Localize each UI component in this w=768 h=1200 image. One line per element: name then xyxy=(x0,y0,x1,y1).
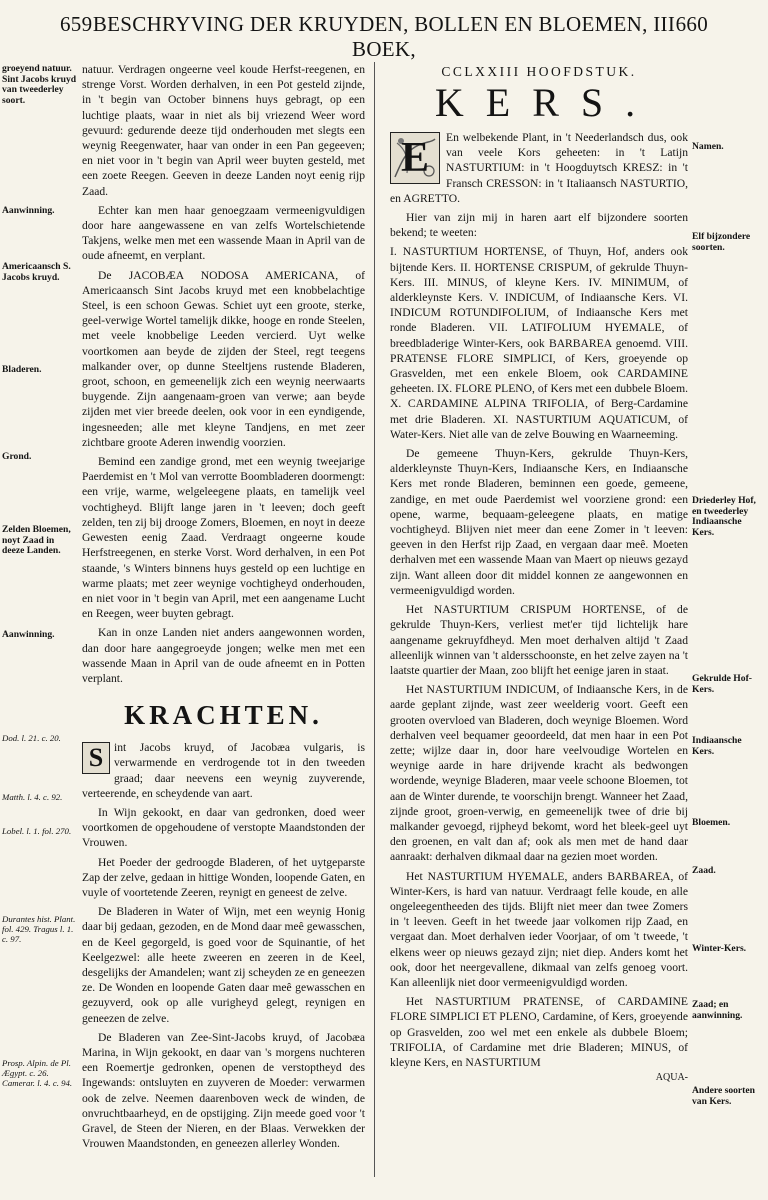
drop-cap-letter: E xyxy=(400,135,429,181)
chapter-title: KERS. xyxy=(434,80,658,125)
margin-note-durantes: Durantes hist. Plant. fol. 429. Tragus l. 1. c. 97. xyxy=(2,914,76,944)
paragraph: Echter kan men haar genoegzaam vermeenigvuldigen door hare aangewassene en van zelfs Wortelschietende Takjens, welke men met een wassende Maan in April van de oude afneemt, en verplant. xyxy=(82,203,365,263)
paragraph: Het NASTURTIUM HYEMALE, anders BARBAREA, of Winter-Kers, is hard van natuur. Verdraagt felle koude, en alle ongeleegentheeden des tijds. Blijft niet meer dan twee Zomers in 't leeven. Geeft in het tweede jaar volkomen rijp Zaad, en vergaat dan. Moet derhalven ieder Voorjaar, of om 't tweede, 't elkens weer op nieuws gezayd zijn; niet diep. Anders komt het ook, door het neergevallene, dikmaal van zelfs genoeg voort. Kan alleenlijk niet door vermeenigvuldigd worden. xyxy=(390,869,688,989)
paragraph: Bemind een zandige grond, met een weynig tweejarige Paerdemist en 't Mol van verrotte Boombladeren doormengt: een vrije, warme, welgeleegene plaats, en tamelijk veel vochtigheyd. Blijft lange jaren in 't leeven; doch geeft zelden, ten zij bij drooge Zomers, Bloemen, en noyt in deeze Gewesten eenig Zaad. Verdraagt ongeerne koude Herfstreegenen, en sterke Vorst. Word derhalven, in een Pot staande, 's Winters binnens huys gesteld op een luchtige en warme plaats; met zeer weynige vochtigheyd onderhouden, en niet voor in 't begin van April, met een aangename Lucht en Reegen, weer buyten gebragt. xyxy=(82,455,365,621)
page-number-left: 659 xyxy=(60,12,93,36)
paragraph: En welbekende Plant, in 't Neederlandsch dus, ook van veele Kors geheeten: in 't Latijn NASTURTIUM: in 't Hoogduytsch KRESZ: in 't Fransch CRESSON: in 't Italiaansch NASTURTIO, en AGRETTO. xyxy=(390,131,688,205)
paragraph: De Bladeren van Zee-Sint-Jacobs kruyd, of Jacobæa Marina, in Wijn gekookt, en daar van 's morgens nuchteren een Roemertje gedronken, openen de verstoptheyd des Ingewands: ontsluyten en zuyveren de Moeder: verwarmen ook de zelve. Neemen daarenboven weck de winden, de onvruchtbaarheyd, en de opstijging. Zijn meede goed voor 't Gravel, de Steen der Nieren, en der Blaas. Verwekken der Vrouwen Maandstonden, en geneezen allerley Wonden. xyxy=(82,1030,365,1151)
margin-note-alpinus: Prosp. Alpin. de Pl. Ægypt. c. 26. Camerar. l. 4. c. 94. xyxy=(2,1058,73,1088)
section-heading-krachten: KRACHTEN. xyxy=(124,700,323,731)
left-column xyxy=(82,62,365,1155)
paragraph: I. NASTURTIUM HORTENSE, of Thuyn, Hof, anders ook bijtende Kers. II. HORTENSE CRISPUM, of gekrulde Thuyn-Kers. III. MINUS, of kleyne Kers. IV. MINIMUM, of alderkleynste Kers. V. INDICUM, of Indiaansche Kers. VI. INDICUM ROTUNDIFOLIUM, of Indiaansche Kers met ronde Bladeren. VII. LATIFOLIUM HYEMALE, of breedbladerige Winter-Kers, ook BARBAREA genoemd. VIII. PRATENSE FLORE SIMPLICI, of Kers, groeyende op Grasvelden, met een enkele Bloem, ook CARDAMINE geheeten. IX. FLORE PLENO, of Kers met een dubbele Bloem. X. CARDAMINE ALPINA TRIFOLIA, of Berg-Cardamine met drie Bladeren. XI. NASTURTIUM AQUATICUM, of Water-Kers. Niet alle van de zelve Bouwing en Waarneeming. xyxy=(390,245,688,441)
margin-note-driederley: Driederley Hof, en tweederley Indiaansche Kers. xyxy=(692,495,756,538)
paragraph: De JACOBÆA NODOSA AMERICANA, of Americaansch Sint Jacobs kruyd met een knobbelachtige Steel, is een schoon Gewas. Schiet uyt een groote, sterke, geel-verwige Wortel tamelijk dikke, hooge en ronde Steelen, met veele knobbelige Leeden vercierd. Uyt welke voortkomen aan beyde de zijden der Steel, regt teegens malkander over, op dunne Steeltjens rustende Bladeren, groot, schoon, en gemeenelijk zich een weynig neerwaarts buygende. Zijn aangenaam-groen van verwe; aan beyde zijden met vier breede deelen, ook voor in een eyndigende, ingesneeden; alle met kleyne Tandjens, en met zeer zichtbare groote Aderen inwendig voorzien. xyxy=(82,268,365,449)
margin-note-winter-kers: Winter-Kers. xyxy=(692,943,747,954)
margin-note-bloemen: Bloemen. xyxy=(692,817,731,828)
margin-note-bladeren: Bladeren. xyxy=(2,364,42,375)
paragraph: In Wijn gekookt, en daar van gedronken, doed weer voortkomen de opgehoudene of verstopte Maandstonden der Vrouwen. xyxy=(82,805,365,850)
margin-note-matthiolus: Matth. l. 4. c. 92. xyxy=(2,792,63,802)
margin-note-gekrulde: Gekrulde Hof-Kers. xyxy=(692,673,752,695)
margin-note-dodonaeus: Dod. l. 21. c. 20. xyxy=(2,733,61,743)
paragraph: natuur. Verdragen ongeerne veel koude Herfst-reegenen, en strenge Vorst. Worden derhalven, in een Pot gesteld zijnde, in 't begin van October binnens huys gebragt, op een luchtige plaats, waar in niet als bij vriezend Weer word gevuurd: gedurende deeze tijd onderhouden met slegts een weynig Reegenwater, haar van onder in een Pan gegeeven; en niet voor in 't begin van April weer buyten gesteld, met een zoete Reegen. Geeven in deeze Landen noyt eenig rijp Zaad. xyxy=(82,63,365,198)
paragraph: Het NASTURTIUM INDICUM, of Indiaansche Kers, in de aarde geplant zijnde, wast zeer weelderig voort. Geeft een grooten overvloed van Bladeren, doch weynige Bloemen. Word derhalven veel bequamer geoordeeld, dat men haar in een Pot zette; wijlze daar in, door hare veelvoudige Wortelen en weynige aarde in hare drijvende kracht als bedwongen wordende, weynige Bladeren, maar veele schoone Bloemen, tot aan de Winter durende, te voorschijn brengt. Wanneer het Zaad, zijnde groot, groen-verwig, en gemeenelijk twee of drie bij malkander gevoegd, rijpheyd bekomt, word het bleek-geel uyt den groenen, en valt dan af; ook als men met de hand daar aanraakt: derhalven dikmaal daar na gezien moet worden. xyxy=(390,683,688,864)
margin-note-grond: Grond. xyxy=(2,451,32,462)
paragraph: Hier van zijn mij in haren aart elf bijzondere soorten bekend; te weeten: xyxy=(390,211,688,240)
margin-note-sint-jacobs-soort: groeyend natuur. Sint Jacobs kruyd van tweederley soort. xyxy=(2,63,77,106)
paragraph: Het NASTURTIUM CRISPUM HORTENSE, of de gekrulde Thuyn-Kers, verliest met'er tijd lichtelijk hare aangename gekruyfdheyd. Men moet derhalven altijd 't Zaad alleenlijk winnen van 't aldersschoonste, en het zelve zayen na 't laatste quartier der Maan, zoo blijft het eenige jaren in staat. xyxy=(390,603,688,677)
margin-note-zaad-aanwinning: Zaad; en aanwinning. xyxy=(692,999,743,1021)
margin-note-americaansch: Americaansch S. Jacobs kruyd. xyxy=(2,261,71,283)
margin-note-namen: Namen. xyxy=(692,141,724,152)
paragraph: De Bladeren in Water of Wijn, met een weynig Honig daar bij gedaan, gezoden, en de Mond daar meê gewasschen, en de Keel gegorgeld, is goed voor de Squinantie, of het Keelgezwel: alle heete zweeren en zeeren in de Keel, desgelijks der Amandelen; want zij scheyden ze en geneezen ze. De Wonden en loopende Gaten daar meê gewasschen en gezuyverd, ook op alle vurigheyd gelegt, reynigen en geneezen de zelve. xyxy=(82,905,365,1025)
margin-note-elf-soorten: Elf bijzondere soorten. xyxy=(692,231,751,253)
margin-note-aanwinning: Aanwinning. xyxy=(2,205,55,216)
margin-note-andere-soorten: Andere soorten van Kers. xyxy=(692,1085,755,1107)
paragraph: De gemeene Thuyn-Kers, gekrulde Thuyn-Kers, alderkleynste Thuyn-Kers, Indiaansche Kers, en Indiaansche Kers met ronde Bladeren, beminnen een goede, gemeene, zandige, en met oude Paerdemist wel voorziene grond: een opene, warme, bequaam-geleegene plaats, en matige vochtigheyd. Blijven niet meer dan eene Zomer in 't leeven: geeven in den Herfst rijp Zaad, en vergaan daar meê. Moeten derhalven met een wassende Maan van Maert op nieuws gezayd zijn. Want alleen door dit middel konnen ze aangewonnen en vermeenigvuldigd worden. xyxy=(390,447,688,597)
paragraph: Het Poeder der gedroogde Bladeren, of het uytgeparste Zap der zelve, gedaan in hittige Wonden, loopende Gaten, en vuyle of voortetende Zeeren, reynigt en geneest de zelve. xyxy=(82,855,365,899)
margin-note-lobel: Lobel. l. 1. fol. 270. xyxy=(2,826,72,836)
drop-cap-e xyxy=(390,132,440,184)
right-column xyxy=(390,62,688,1083)
paragraph: int Jacobs kruyd, of Jacobæa vulgaris, is verwarmende en verdrogende tot in den tweeden graad; daar neevens een weynig zuyverende, verteerende, en scheydende van aart. xyxy=(82,741,365,800)
margin-note-indiaansche: Indiaansche Kers. xyxy=(692,735,742,757)
paragraph: Kan in onze Landen niet anders aangewonnen worden, dan door hare aangegroeyde jongen; welke men met een wassende Maan in April van de oude afneemt en in Potten verplant. xyxy=(82,626,365,685)
margin-note-zelden-bloemen: Zelden Bloemen, noyt Zaad in deeze Landen. xyxy=(2,524,71,557)
margin-note-zaad: Zaad. xyxy=(692,865,716,876)
margin-note-aanwinning-2: Aanwinning. xyxy=(2,629,55,640)
drop-cap-letter: S xyxy=(88,743,104,773)
running-head xyxy=(60,12,708,61)
page-number-right: 660 xyxy=(675,12,708,36)
column-divider xyxy=(374,62,375,1177)
paragraph: Het NASTURTIUM PRATENSE, of CARDAMINE FLORE SIMPLICI ET PLENO, Cardamine, of Kers, groeyende op Grasvelden, zoo wel met een enkele als dubbele Bloem; TRIFOLIA, of Cardamine met drie Bladeren; MINUS, of kleyne Kers, en NASTURTIUM xyxy=(390,995,688,1069)
running-head-title: BESCHRYVING DER KRUYDEN, BOLLEN EN BLOEMEN, III BOEK, xyxy=(92,12,676,61)
drop-cap-s xyxy=(82,742,110,774)
catchword: AQUA- xyxy=(655,1072,688,1084)
chapter-label: CCLXXIII HOOFDSTUK. xyxy=(441,64,637,79)
